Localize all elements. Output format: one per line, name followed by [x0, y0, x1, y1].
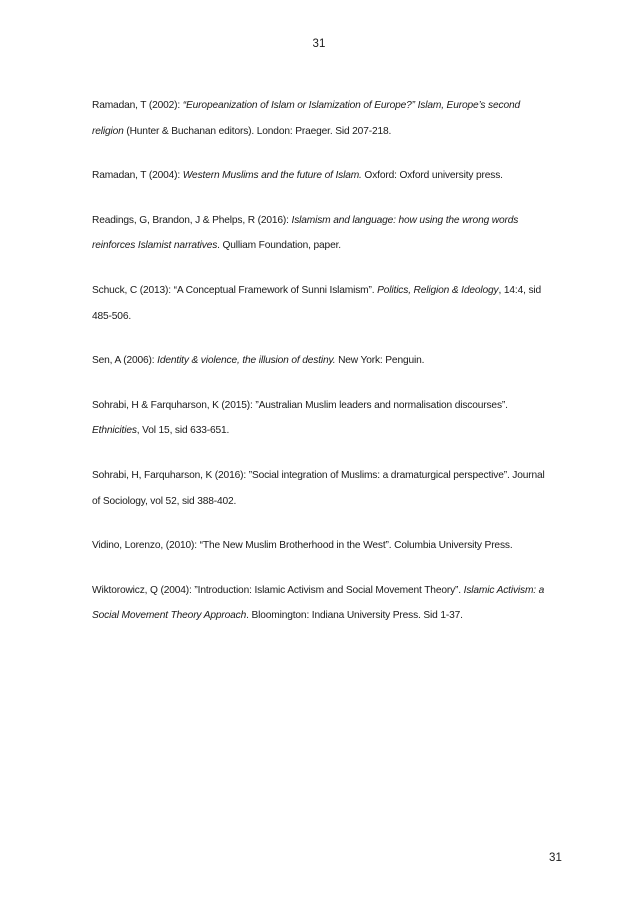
reference-title: Politics, Religion & Ideology — [377, 284, 499, 296]
reference-text: Schuck, C (2013): “A Conceptual Framework of Sunni Islamism”. — [92, 284, 378, 296]
reference-text: Sohrabi, H & Farquharson, K (2015): ”Australian Muslim leaders and normalisation discourses”. — [92, 399, 508, 411]
reference-entry — [92, 348, 552, 374]
reference-title: Islamic Activism: a Social Movement Theory Approach — [92, 584, 545, 622]
reference-entry — [92, 393, 552, 444]
reference-text: Sen, A (2006): — [92, 355, 158, 367]
reference-text: Sohrabi, H, Farquharson, K (2016): ”Social integration of Muslims: a dramaturgical perspective”. Journal of Sociology, vol 52, sid 388-402. — [92, 469, 545, 507]
reference-title: Ethnicities — [92, 425, 137, 437]
reference-text: Ramadan, T (2002): — [92, 100, 183, 111]
reference-entry — [92, 163, 552, 189]
reference-list — [92, 93, 552, 645]
reference-entry — [92, 93, 552, 144]
reference-entry — [92, 578, 552, 629]
reference-text: . Bloomington: Indiana University Press. Sid 1-37. — [246, 610, 463, 622]
reference-text: (Hunter & Buchanan editors). London: Praeger. Sid 207-218. — [123, 125, 392, 137]
reference-text: Vidino, Lorenzo, (2010): “The New Muslim Brotherhood in the West”. Columbia University Press. — [92, 540, 513, 552]
reference-entry — [92, 533, 552, 559]
page-number-footer: 31 — [549, 852, 562, 864]
reference-entry — [92, 208, 552, 259]
reference-text: Oxford: Oxford university press. — [361, 170, 503, 182]
reference-text: . Qulliam Foundation, paper. — [217, 240, 341, 252]
reference-title: “Europeanization of Islam or Islamization of Europe?” Islam, Europe’s second religion — [92, 100, 521, 137]
reference-text: , 14:4, sid 485-506. — [92, 284, 542, 322]
page-number-header: 31 — [312, 38, 326, 50]
reference-entry — [92, 278, 552, 329]
reference-text: New York: Penguin. — [335, 355, 425, 367]
reference-entry — [92, 463, 552, 514]
reference-text: Wiktorowicz, Q (2004): ”Introduction: Islamic Activism and Social Movement Theory”. — [92, 584, 464, 596]
reference-title: Identity & violence, the illusion of destiny. — [157, 355, 336, 367]
reference-text: Readings, G, Brandon, J & Phelps, R (2016): — [92, 214, 292, 226]
reference-text: Ramadan, T (2004): — [92, 170, 183, 182]
reference-title: Islamism and language: how using the wrong words reinforces Islamist narratives — [92, 214, 519, 252]
reference-text: , Vol 15, sid 633-651. — [136, 425, 230, 437]
reference-title: Western Muslims and the future of Islam. — [182, 170, 362, 182]
